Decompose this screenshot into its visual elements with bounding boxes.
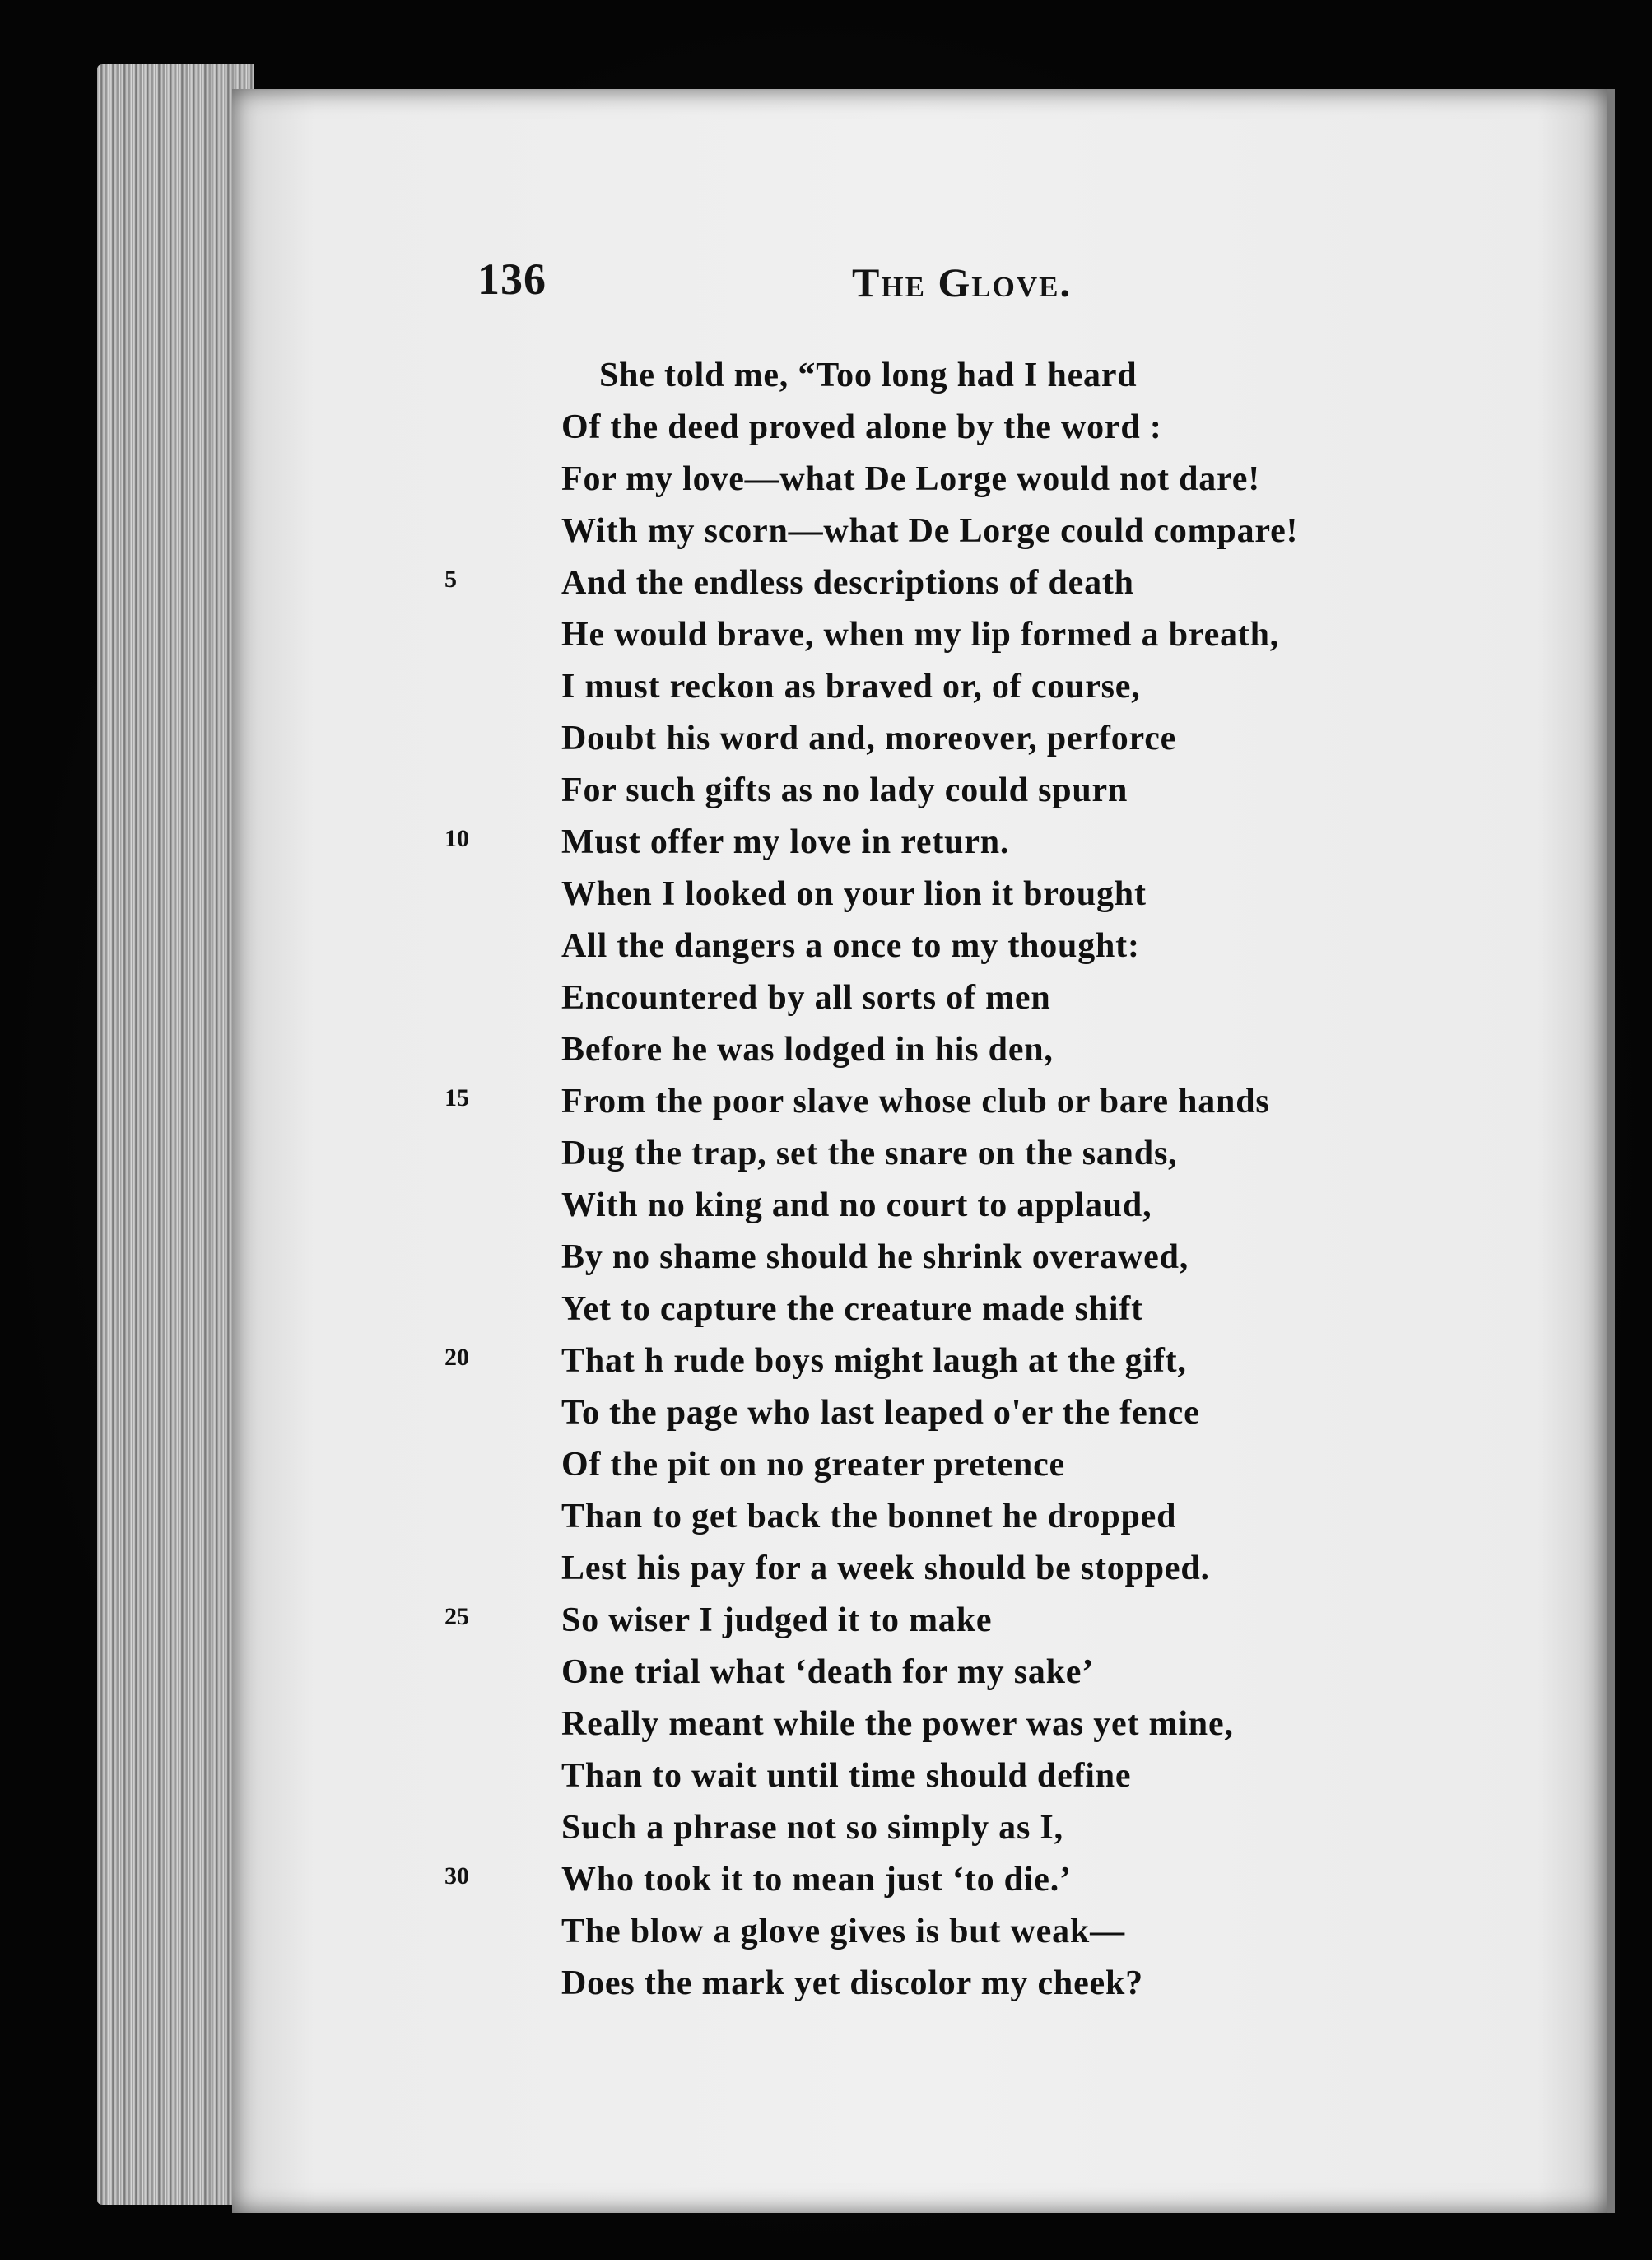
line-number-15: 15 [444,1084,469,1111]
poem-line: For such gifts as no lady could spurn [561,771,1128,809]
poem-line: I must reckon as braved or, of course, [561,668,1141,706]
poem-line: One trial what ‘death for my sake’ [561,1653,1095,1691]
poem-line: Really meant while the power was yet mine, [561,1705,1234,1743]
poem-line: Dug the trap, set the snare on the sands, [561,1135,1178,1172]
poem-line: From the poor slave whose club or bare hands [561,1083,1270,1121]
poem-line: For my love—what De Lorge would not dare! [561,460,1261,498]
poem-line: Does the mark yet discolor my cheek? [561,1964,1143,2002]
line-number-30: 30 [444,1862,469,1890]
book-page-edges [97,64,254,2205]
line-number-20: 20 [444,1344,469,1371]
poem-line: With my scorn—what De Lorge could compare! [561,512,1299,550]
line-number-10: 10 [444,825,469,852]
line-number-25: 25 [444,1603,469,1630]
poem-line: Than to get back the bonnet he dropped [561,1498,1177,1535]
running-title: The Glove. [852,259,1072,305]
poem-line: Than to wait until time should define [561,1757,1132,1795]
poem-line: Yet to capture the creature made shift [561,1290,1143,1328]
poem-line: Of the pit on no greater pretence [561,1446,1065,1484]
poem-line: Encountered by all sorts of men [561,979,1051,1017]
poem-line: With no king and no court to applaud, [561,1186,1152,1224]
poem-line: And the endless descriptions of death [561,564,1134,602]
poem-line: Who took it to mean just ‘to die.’ [561,1861,1072,1899]
poem-line: So wiser I judged it to make [561,1601,993,1639]
poem-line: He would brave, when my lip formed a breath, [561,616,1280,654]
poem-line: Must offer my love in return. [561,823,1010,861]
poem-line: When I looked on your lion it brought [561,875,1147,913]
poem-line: Of the deed proved alone by the word : [561,408,1162,446]
poem-line: The blow a glove gives is but weak— [561,1913,1125,1950]
poem-line: Lest his pay for a week should be stopped. [561,1549,1210,1587]
line-number-5: 5 [444,566,457,593]
poem-line: All the dangers a once to my thought: [561,927,1140,965]
page-number: 136 [477,254,547,304]
poem-line: By no shame should he shrink overawed, [561,1238,1189,1276]
poem-text [561,350,1598,2010]
poem-line: Doubt his word and, moreover, perforce [561,720,1177,757]
poem-line: Before he was lodged in his den, [561,1031,1054,1069]
poem-line: Such a phrase not so simply as I, [561,1809,1063,1847]
poem-line: That h rude boys might laugh at the gift, [561,1342,1187,1380]
poem-line: To the page who last leaped o'er the fence [561,1394,1200,1432]
poem-line: She told me, “Too long had I heard [599,356,1138,394]
